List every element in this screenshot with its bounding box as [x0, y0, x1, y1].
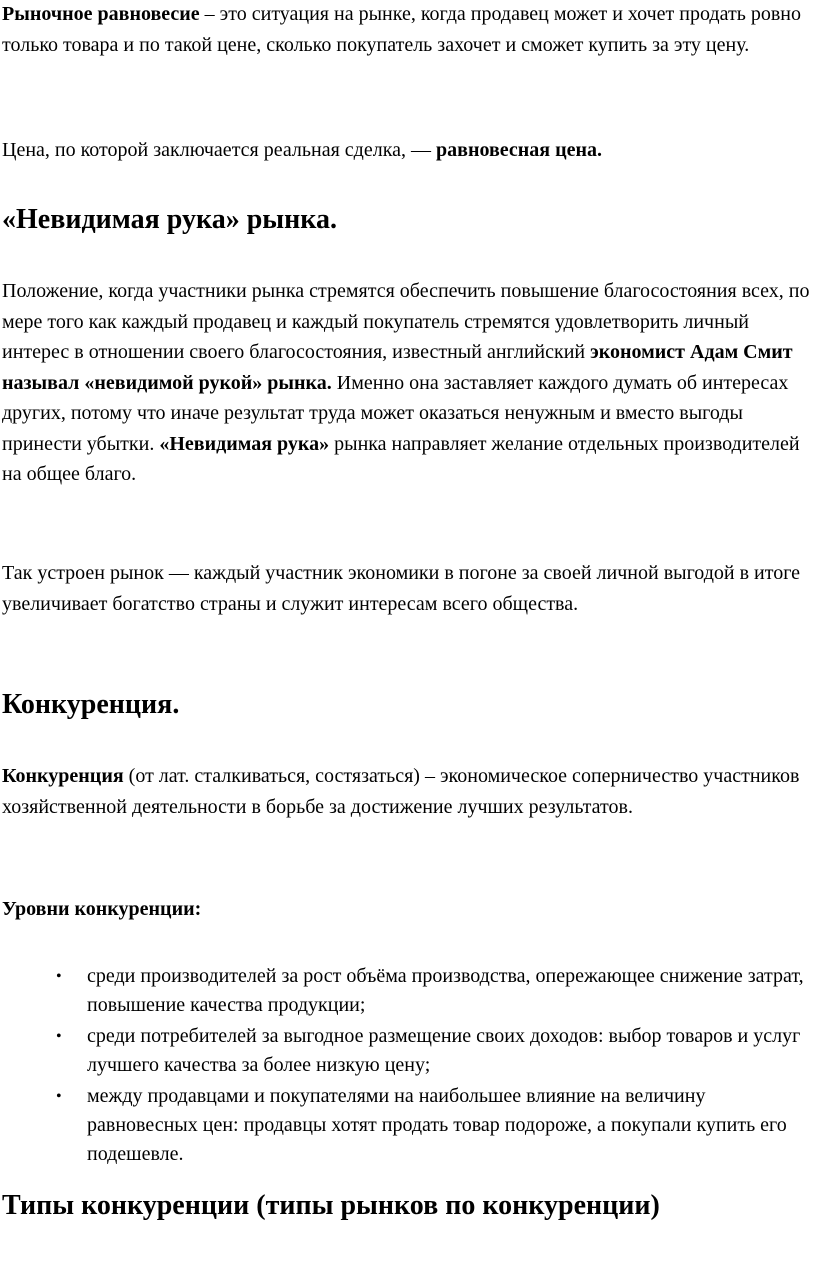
competition-levels-heading: Уровни конкуренции: — [2, 898, 202, 920]
invisible-hand-bold: «Невидимая рука» — [159, 432, 330, 455]
invisible-hand-paragraph — [2, 276, 814, 490]
list-item-text: среди производителей за рост объёма производства, опережающее снижение затрат, повышение качества продукции; — [87, 965, 804, 1016]
competition-definition: (от лат. сталкиваться, состязаться) – экономическое соперничество участников хозяйственной деятельности в борьбе за достижение лучших результатов. — [2, 765, 800, 818]
invisible-hand-text-1: Положение, когда участники рынка стремятся обеспечить повышение благосостояния всех, по мере того как каждый продавец и каждый покупатель стремятся удовлетворить личный интерес в отношении своего благосостояния, известный английский — [2, 280, 810, 363]
competition-levels-list — [0, 962, 816, 1171]
equilibrium-price-paragraph — [2, 135, 814, 166]
bullet-icon: • — [56, 1028, 62, 1045]
invisible-hand-heading: «Невидимая рука» рынка. — [2, 204, 337, 235]
invisible-hand-text-3: рынка направляет желание отдельных производителей на общее благо. — [2, 432, 800, 485]
bullet-icon: • — [56, 968, 62, 985]
invisible-hand-text-2: Именно она заставляет каждого думать об интересах других, потому что иначе результат труда может оказаться ненужным и вместо выгоды принести убытки. — [2, 371, 789, 455]
list-item-text: среди потребителей за выгодное размещение своих доходов: выбор товаров и услуг лучшего качества за более низкую цену; — [87, 1025, 801, 1076]
list-item-text: между продавцами и покупателями на наибольшее влияние на величину равновесных цен: продавцы хотят продать товар подороже, а покупали купить его подешевле. — [87, 1085, 787, 1165]
adam-smith-bold: экономист Адам Смит называл «невидимой рукой» рынка. — [2, 341, 793, 394]
competition-heading: Конкуренция. — [2, 689, 180, 720]
competition-definition-paragraph — [2, 761, 814, 822]
competition-term: Конкуренция — [2, 765, 124, 787]
market-equilibrium-term: Рыночное равновесие — [2, 3, 200, 25]
market-equilibrium-paragraph — [2, 0, 814, 60]
bullet-icon: • — [56, 1088, 62, 1105]
market-structure-paragraph: Так устроен рынок — каждый участник экономики в погоне за своей личной выгодой в итоге увеличивает богатство страны и служит интересам всего общества. — [2, 562, 801, 615]
market-equilibrium-definition: – это ситуация на рынке, когда продавец может и хочет продать ровно только товара и по такой цене, сколько покупатель захочет и сможет купить за эту цену. — [2, 3, 801, 56]
list-item — [0, 962, 816, 1020]
list-item — [0, 1022, 816, 1080]
list-item — [0, 1082, 816, 1169]
competition-types-heading: Типы конкуренции (типы рынков по конкуренции) — [2, 1190, 660, 1221]
equilibrium-price-text: Цена, по которой заключается реальная сделка, — — [2, 139, 437, 161]
equilibrium-price-term: равновесная цена. — [436, 139, 603, 161]
